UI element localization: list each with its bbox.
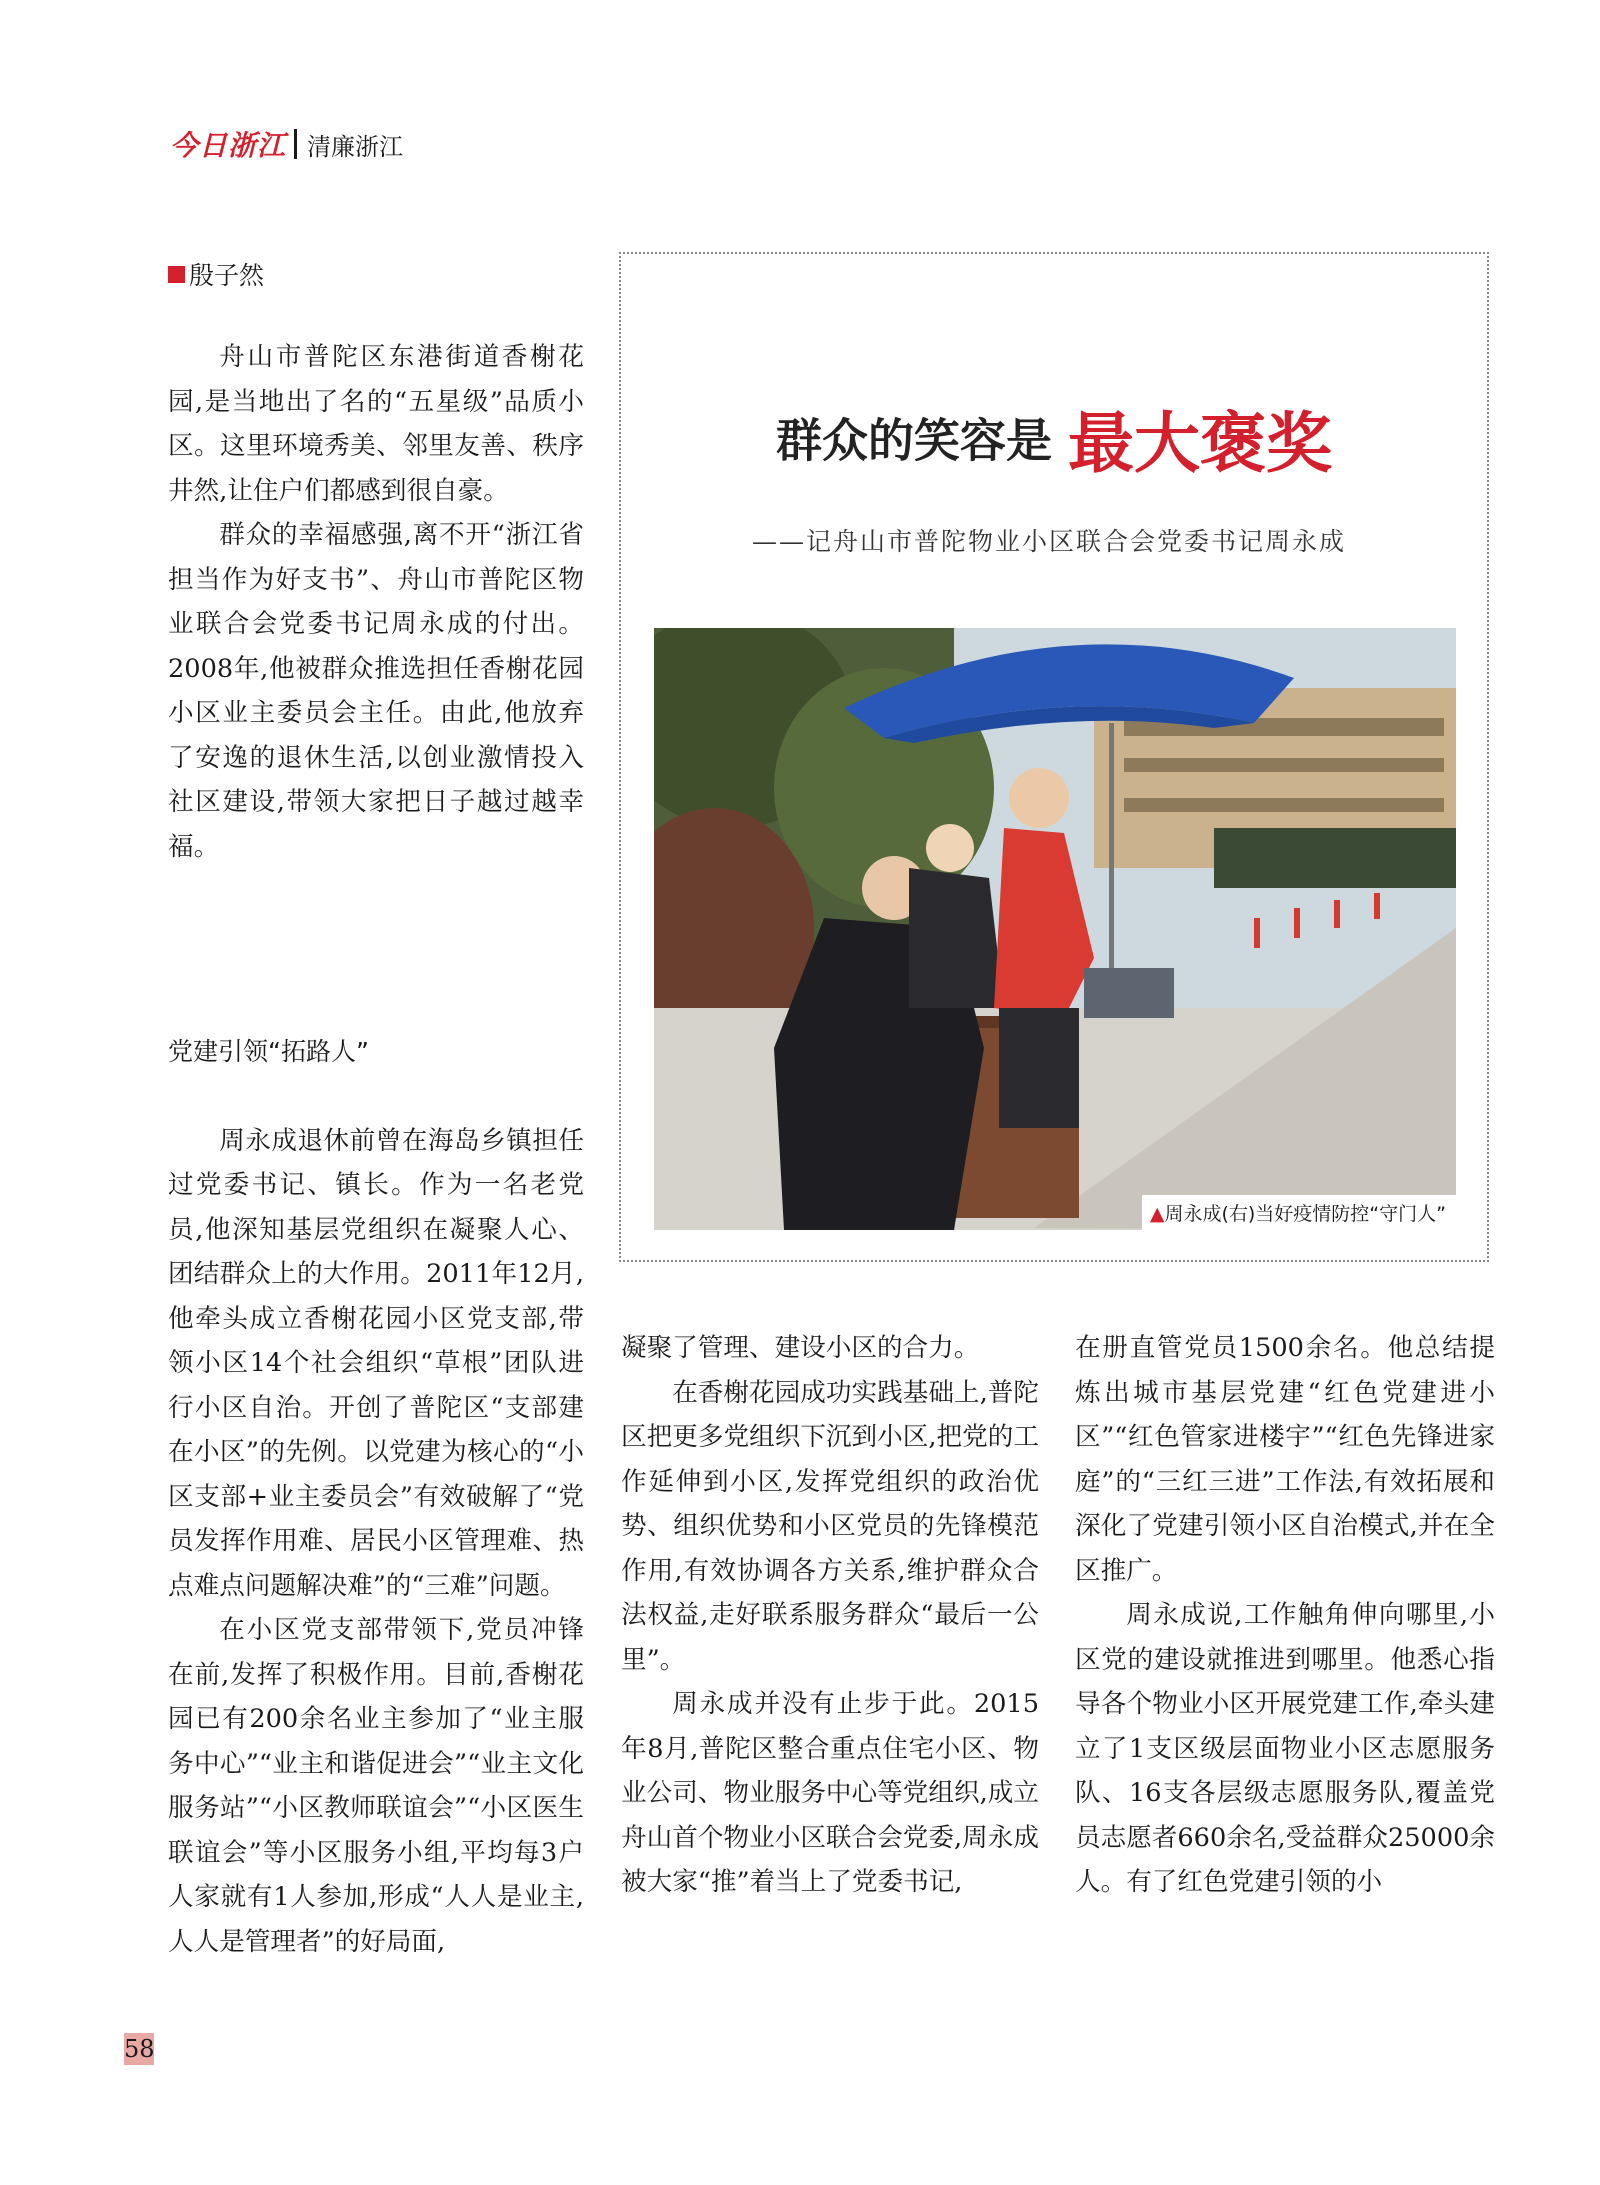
paragraph: 在册直管党员1500余名。他总结提炼出城市基层党建“红色党建进小区”“红色管家进楼宇”“红色先锋进家庭”的“三红三进”工作法,有效拓展和深化了党建引领小区自治模式,并在全区推广。 xyxy=(1075,1333,1495,1586)
paragraph: 周永成退休前曾在海岛乡镇担任过党委书记、镇长。作为一名老党员,他深知基层党组织在凝聚人心、团结群众上的大作用。2011年12月,他牵头成立香榭花园小区党支部,带领小区14个社会组织“草根”团队进行小区自治。开创了普陀区“支部建在小区”的先例。以党建为核心的“小区支部+业主委员会”有效破解了“党员发挥作用难、居民小区管理难、热点难点问题解决难”的“三难”问题。 xyxy=(168,1125,584,1601)
photo-caption-text: 周永成(右)当好疫情防控“守门人” xyxy=(1164,1203,1446,1225)
article-subtitle: ——记舟山市普陀物业小区联合会党委书记周永成 xyxy=(751,527,1346,556)
magazine-brand: 今日浙江 xyxy=(170,129,287,162)
section-name: 清廉浙江 xyxy=(307,132,404,161)
red-square-icon xyxy=(168,266,185,283)
author-name: 殷子然 xyxy=(189,261,265,290)
paragraph: 在小区党支部带领下,党员冲锋在前,发挥了积极作用。目前,香榭花园已有200余名业主参加了“业主服务中心”“业主和谐促进会”“业主文化服务站”“小区教师联谊会”“小区医生联谊会”等小区服务小组,平均每3户人家就有1人参加,形成“人人是业主,人人是管理者”的好局面, xyxy=(168,1615,584,1957)
paragraph: 群众的幸福感强,离不开“浙江省担当作为好支书”、舟山市普陀区物业联合会党委书记周永成的付出。2008年,他被群众推选担任香榭花园小区业主委员会主任。由此,他放弃了安逸的退休生活,以创业激情投入社区建设,带领大家把日子越过越幸福。 xyxy=(168,520,584,862)
title-part1: 群众的笑容是 xyxy=(776,413,1052,468)
article-title xyxy=(619,390,1489,485)
paragraph: 凝聚了管理、建设小区的合力。 xyxy=(621,1333,980,1363)
paragraph: 周永成并没有止步于此。2015年8月,普陀区整合重点住宅小区、物业公司、物业服务中心等党组织,成立舟山首个物业小区联合会党委,周永成被大家“推”着当上了党委书记, xyxy=(621,1689,1039,1897)
page-header xyxy=(170,124,403,164)
title-part2: 最大褒奖 xyxy=(1068,404,1332,482)
paragraph: 周永成说,工作触角伸向哪里,小区党的建设就推进到哪里。他悉心指导各个物业小区开展党建工作,牵头建立了1支区级层面物业小区志愿服务队、16支各层级志愿服务队,覆盖党员志愿者660余名,受益群众25000余人。有了红色党建引领的小 xyxy=(1075,1600,1495,1897)
photo-illustration xyxy=(654,628,1456,1230)
author-byline xyxy=(168,256,264,292)
subheading: 党建引领“拓路人” xyxy=(168,1037,369,1066)
paragraph: 在香榭花园成功实践基础上,普陀区把更多党组织下沉到小区,把党的工作延伸到小区,发挥党组织的政治优势、组织优势和小区党员的先锋模范作用,有效协调各方关系,维护群众合法权益,走好联系服务群众“最后一公里”。 xyxy=(621,1377,1039,1675)
page-number: 58 xyxy=(124,2035,155,2063)
column-3 xyxy=(1075,1326,1495,1905)
column-1-bottom xyxy=(168,1030,584,1964)
photo-caption xyxy=(1142,1195,1456,1230)
column-2 xyxy=(621,1326,1039,1905)
column-1-top xyxy=(168,335,584,869)
article-photo xyxy=(654,628,1456,1230)
paragraph: 舟山市普陀区东港街道香榭花园,是当地出了名的“五星级”品质小区。这里环境秀美、邻里友善、秩序井然,让住户们都感到很自豪。 xyxy=(168,342,584,506)
red-triangle-icon: ▲ xyxy=(1149,1203,1165,1225)
header-separator xyxy=(294,129,297,159)
